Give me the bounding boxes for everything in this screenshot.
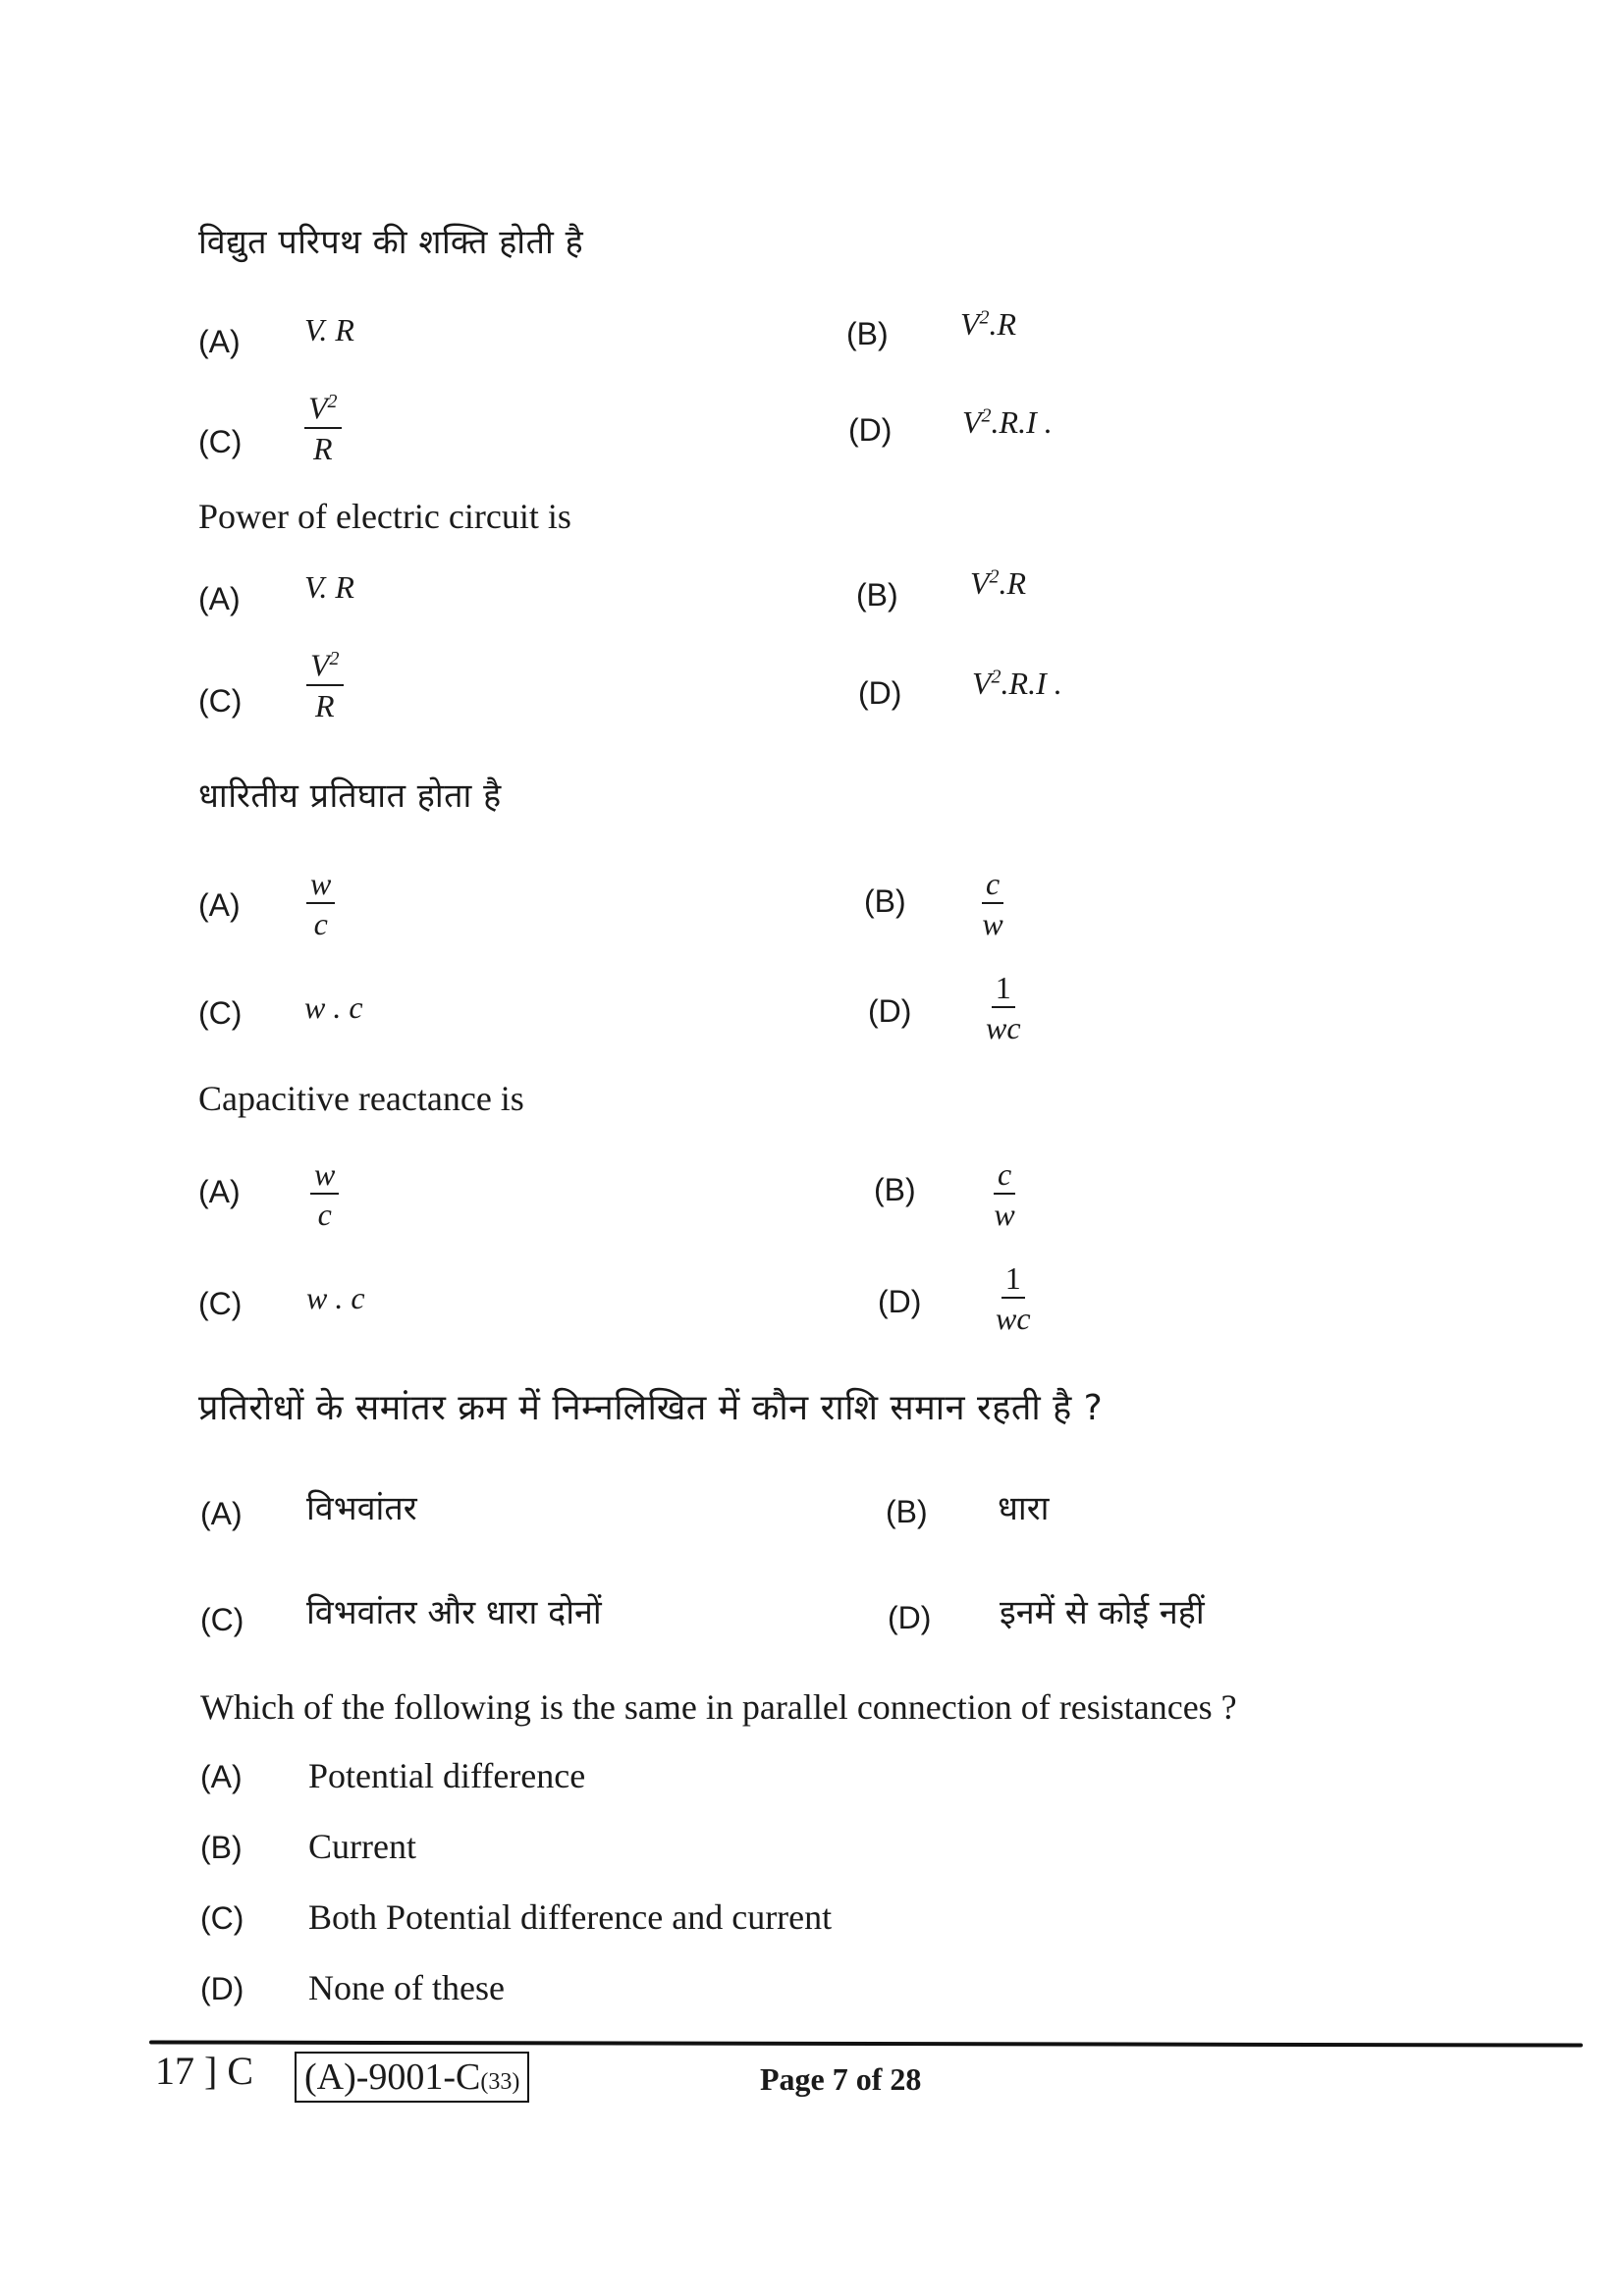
option-value: w . c (306, 1280, 365, 1315)
option-fraction: $\frac{w}{c}$ (310, 1156, 339, 1230)
option-value: विभवांतर और धारा दोनों (306, 1593, 602, 1632)
option-label: (A) (200, 1496, 243, 1531)
option-value: V. R (304, 312, 354, 347)
option-value: w . c (304, 989, 363, 1025)
option-value: धारा (998, 1489, 1050, 1528)
question-3-english: Which of the following is the same in parallel connection of resistances ? (200, 1687, 1237, 1727)
option-label: (B) (864, 883, 906, 919)
option-label: (A) (198, 887, 241, 923)
footer-divider (149, 2040, 1583, 2047)
question-1-english: Power of electric circuit is (198, 497, 571, 536)
option-label: (A) (198, 1174, 241, 1209)
option-label: (C) (198, 424, 243, 459)
option-label: (C) (200, 1900, 244, 1936)
option-label: (D) (888, 1600, 932, 1635)
option-fraction: $\frac{c}{w}$ (982, 866, 1003, 941)
option-label: (C) (198, 1286, 243, 1321)
option-label: (A) (198, 324, 241, 359)
option-fraction: $\frac{V^2}{R}$ (304, 391, 342, 464)
option-label: (B) (200, 1830, 243, 1865)
option-label: (B) (856, 577, 898, 613)
option-label: (C) (198, 683, 243, 719)
paper-code-box: (A)-9001-C(33) (295, 2052, 529, 2103)
option-label: (C) (198, 995, 243, 1031)
option-value: $V^2.R$ (970, 565, 1027, 601)
option-label: (A) (198, 581, 241, 616)
sheet-number: 17 ] C (155, 2049, 253, 2093)
option-label: (A) (200, 1759, 243, 1794)
option-value: $V^2.R.I$ . (962, 404, 1053, 440)
question-2-hindi: धारितीय प्रतिघात होता है (198, 776, 502, 816)
option-fraction: $\frac{c}{w}$ (994, 1156, 1015, 1232)
option-fraction: $\frac{w}{c}$ (306, 866, 335, 939)
option-value: इनमें से कोई नहीं (1000, 1593, 1205, 1632)
option-value: $V^2.R.I$ . (972, 666, 1062, 701)
option-label: (D) (868, 993, 912, 1029)
option-value: Potential difference (308, 1756, 586, 1795)
option-label: (D) (858, 675, 902, 711)
option-value: Current (308, 1827, 416, 1866)
option-value: V. R (304, 569, 354, 605)
question-3-hindi: प्रतिरोधों के समांतर क्रम में निम्नलिखित में कौन राशि समान रहती है ? (198, 1388, 1104, 1428)
option-label: (B) (886, 1494, 928, 1529)
option-label: (D) (200, 1971, 244, 2006)
question-2-english: Capacitive reactance is (198, 1079, 524, 1118)
option-label: (D) (878, 1284, 922, 1319)
option-value: None of these (308, 1968, 505, 2007)
page-indicator: Page 7 of 28 (760, 2061, 922, 2097)
option-value: Both Potential difference and current (308, 1897, 833, 1937)
option-fraction: $\frac{1}{wc}$ (986, 970, 1021, 1045)
option-label: (C) (200, 1602, 244, 1637)
option-label: (D) (848, 412, 893, 448)
question-1-hindi: विद्युत परिपथ की शक्ति होती है (198, 223, 584, 262)
option-fraction: $\frac{1}{wc}$ (996, 1260, 1031, 1336)
option-fraction: $\frac{V^2}{R}$ (306, 648, 344, 721)
option-label: (B) (874, 1172, 916, 1207)
option-label: (B) (846, 316, 889, 351)
option-value: विभवांतर (306, 1489, 417, 1528)
option-value: $V^2.R$ (960, 306, 1017, 342)
